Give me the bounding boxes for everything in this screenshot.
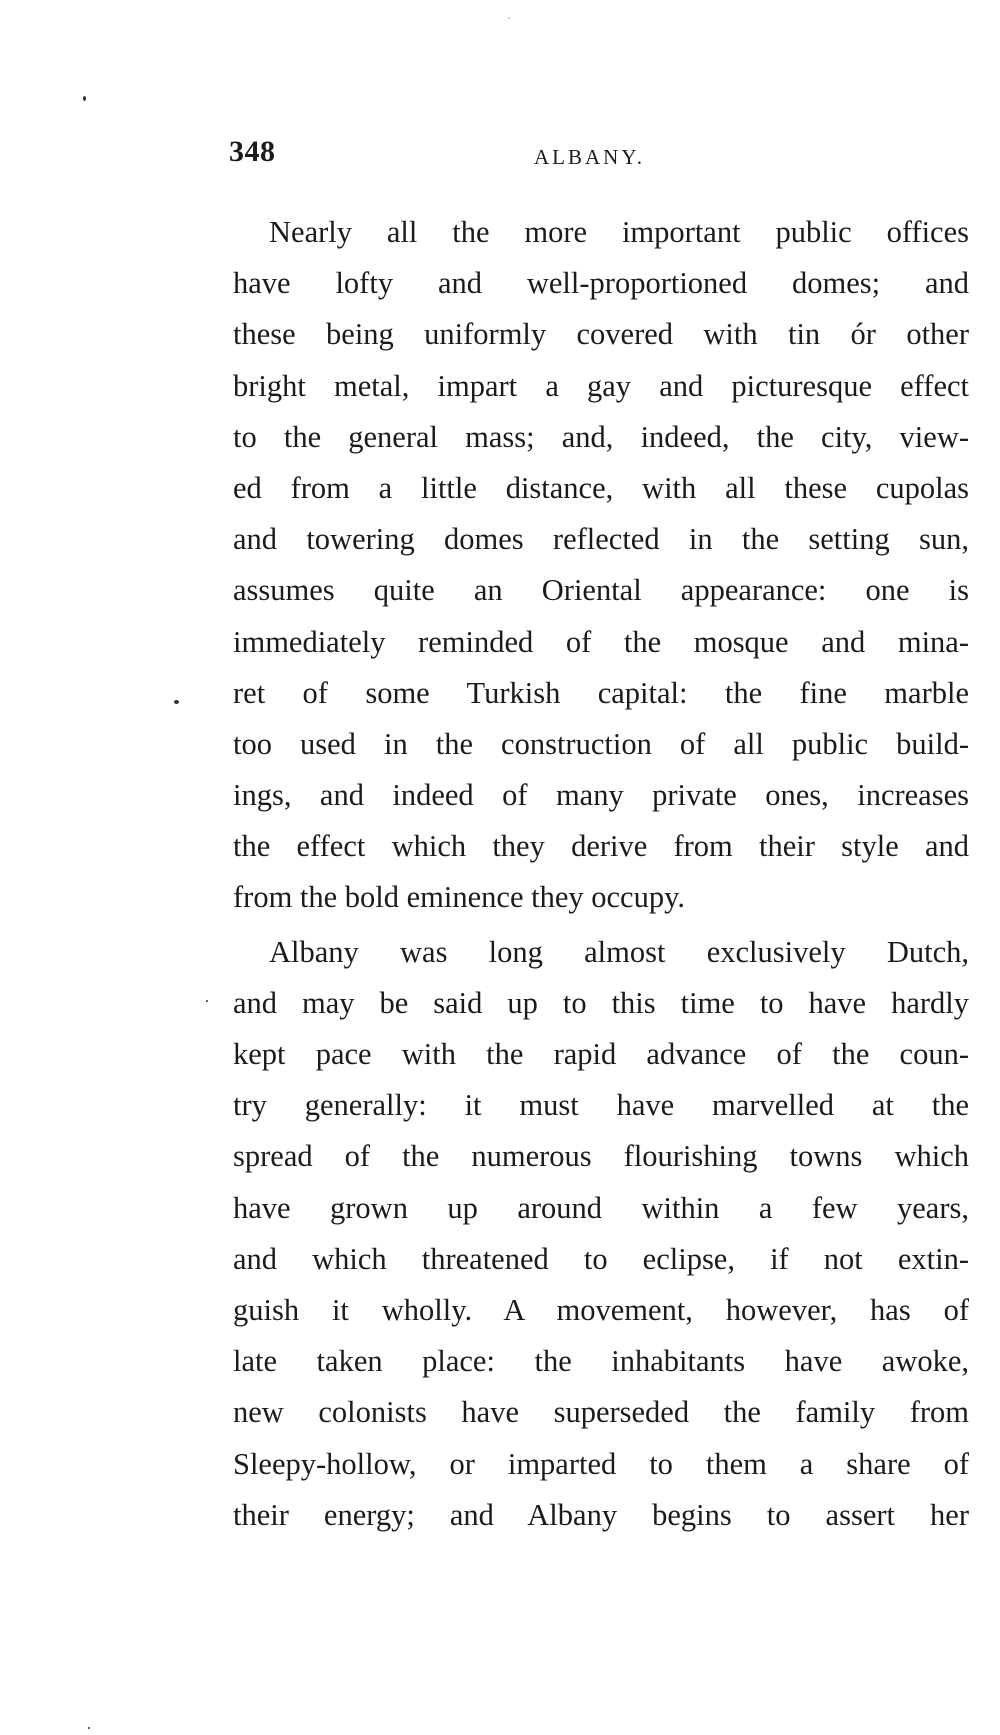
text-line: and may be said up to this time to have hardly [233, 985, 969, 1020]
text-line: and which threatened to eclipse, if not extin- [233, 1241, 969, 1276]
paragraph [233, 207, 969, 924]
text-line: have grown up around within a few years, [233, 1190, 969, 1225]
text-line: Nearly all the more important public offices [269, 215, 969, 249]
text-line: immediately reminded of the mosque and mina- [233, 624, 969, 659]
text-line: these being uniformly covered with tin ór other [233, 317, 969, 352]
text-line: Sleepy-hollow, or imparted to them a share of [233, 1446, 969, 1481]
text-line: have lofty and well-proportioned domes; and [233, 266, 969, 301]
page-number: 348 [229, 135, 276, 168]
text-line: kept pace with the rapid advance of the coun- [233, 1037, 969, 1071]
text-line: ed from a little distance, with all these cupolas [233, 470, 969, 505]
page-header [229, 135, 968, 175]
scan-speck [174, 700, 179, 704]
text-line: bright metal, impart a gay and picturesque effect [233, 368, 969, 403]
body-text [233, 207, 969, 1541]
text-line: ret of some Turkish capital: the fine marble [233, 675, 969, 710]
text-line: their energy; and Albany begins to assert her [233, 1497, 969, 1532]
text-line: from the bold eminence they occupy. [233, 880, 685, 915]
paragraph [233, 927, 969, 1541]
text-line: assumes quite an Oriental appearance: one is [233, 573, 969, 608]
text-line: spread of the numerous flourishing towns which [233, 1139, 969, 1174]
text-line: and towering domes reflected in the setting sun, [233, 522, 969, 557]
scan-speck [206, 1000, 208, 1002]
text-line: guish it wholly. A movement, however, has of [233, 1292, 969, 1327]
scan-speck [88, 1727, 90, 1729]
text-line: to the general mass; and, indeed, the city, view- [233, 419, 969, 454]
text-line: late taken place: the inhabitants have awoke, [233, 1344, 969, 1379]
text-line: too used in the construction of all public build- [233, 726, 969, 761]
text-line: the effect which they derive from their style and [233, 829, 969, 864]
text-line: new colonists have superseded the family from [233, 1395, 969, 1430]
text-line: Albany was long almost exclusively Dutch, [269, 934, 969, 969]
running-title: ALBANY. [534, 145, 646, 169]
text-line: try generally: it must have marvelled at the [233, 1088, 969, 1123]
scan-speck [508, 17, 510, 19]
text-line: ings, and indeed of many private ones, increases [233, 778, 969, 813]
scan-speck [83, 96, 86, 101]
